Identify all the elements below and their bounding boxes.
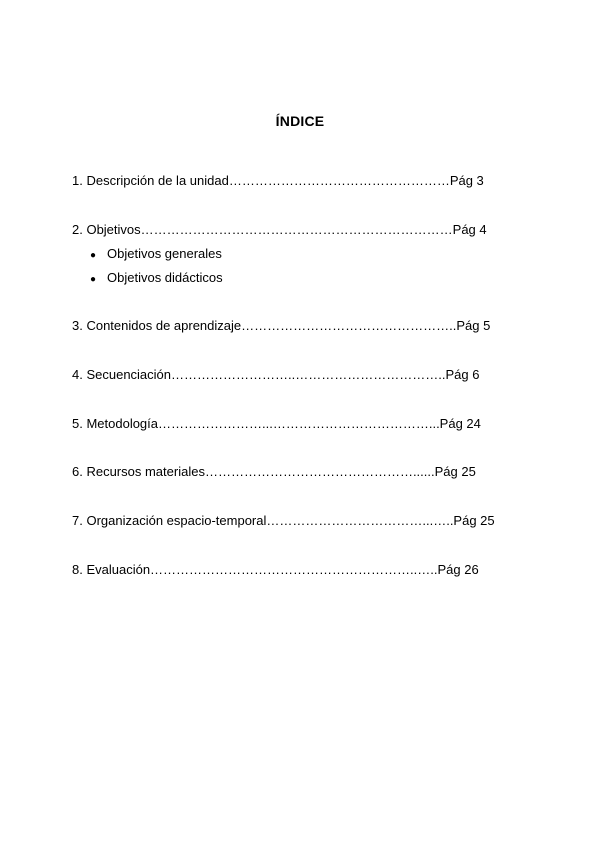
toc-subitem-objetivos-generales (90, 246, 222, 264)
toc-entry-descripcion: 1. Descripción de la unidad……………………………………………Pág 3 (72, 173, 484, 188)
toc-entry-recursos: 6. Recursos materiales…………………………………………......Pág 25 (72, 464, 476, 479)
toc-entry-organizacion: 7. Organización espacio-temporal………………………………...…..Pág 25 (72, 513, 495, 528)
subitem-label: Objetivos didácticos (107, 270, 223, 285)
bullet-icon: ● (90, 274, 97, 285)
index-title: ÍNDICE (275, 113, 325, 129)
subitem-label: Objetivos generales (107, 246, 222, 261)
toc-entry-objetivos: 2. Objetivos………………………………………………………………Pág 4 (72, 222, 487, 237)
toc-entry-metodologia: 5. Metodología……………………...………………………………...Pág 24 (72, 416, 481, 431)
toc-subitem-objetivos-didacticos (90, 270, 223, 288)
toc-entry-secuenciacion: 4. Secuenciación………………………..……………………………..Pág 6 (72, 367, 480, 382)
toc-entry-evaluacion: 8. Evaluación……………………………………………………..…..Pág 26 (72, 562, 479, 577)
toc-entry-contenidos: 3. Contenidos de aprendizaje…………………………………………..Pág 5 (72, 318, 491, 333)
bullet-icon: ● (90, 250, 97, 261)
